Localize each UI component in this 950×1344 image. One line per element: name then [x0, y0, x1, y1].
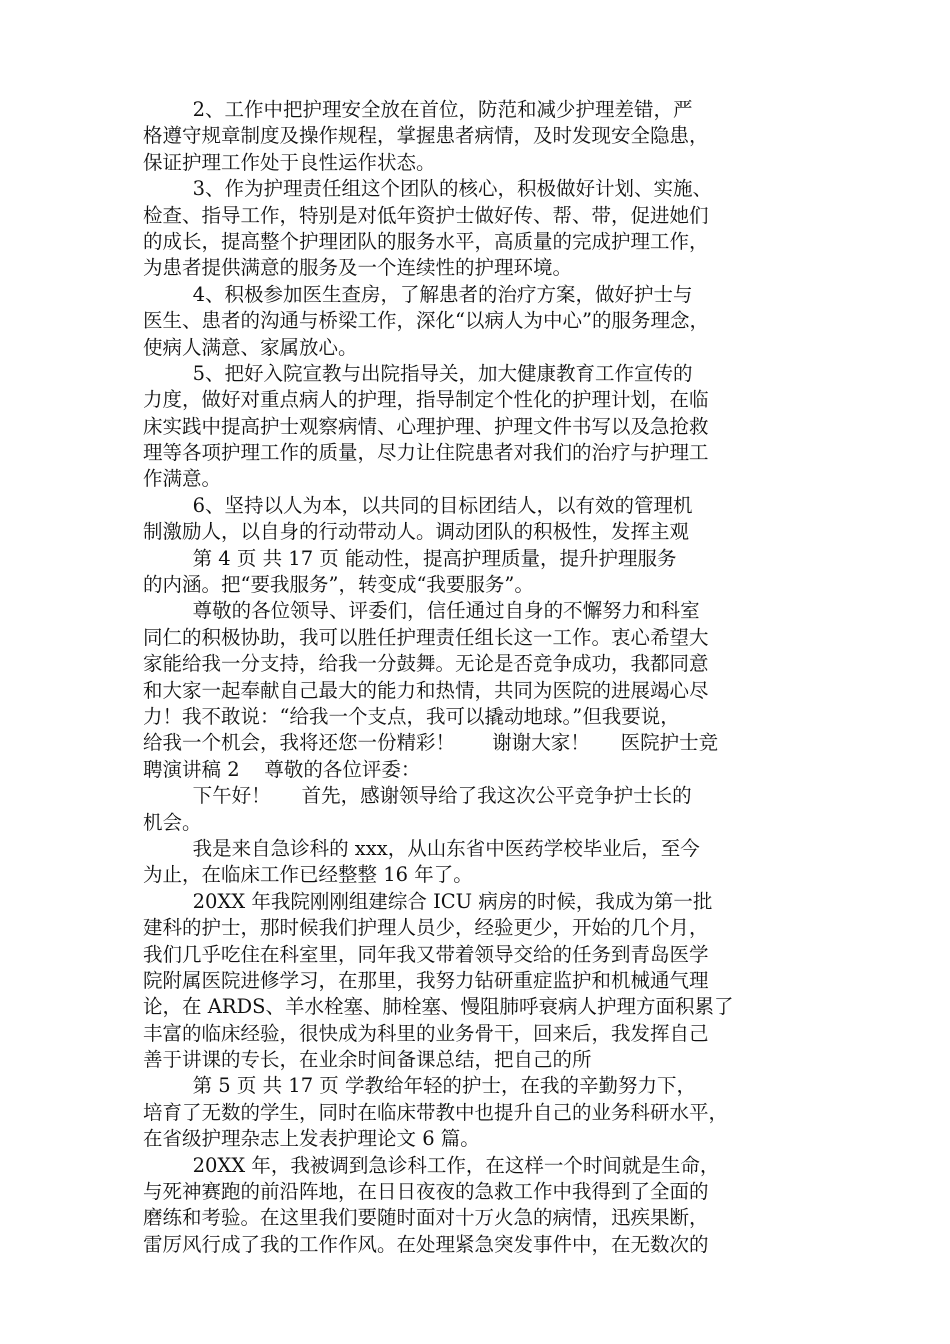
text-line: 下午好！ 首先，感谢领导给了我这次公平竞争护士长的: [143, 784, 692, 808]
text-line: 力！我不敢说：“给我一个支点，我可以撬动地球。”但我要说，: [143, 704, 680, 728]
text-line: 磨练和考验。在这里我们要随时面对十万火急的病情，迅疾果断，: [143, 1206, 709, 1230]
text-line: 的内涵。把“要我服务”，转变成“我要服务”。: [143, 573, 534, 597]
text-line: 为患者提供满意的服务及一个连续性的护理环境。: [143, 256, 573, 280]
text-line: 为止，在临床工作已经整整 16 年了。: [143, 863, 473, 887]
text-line: 我是来自急诊科的 xxx，从山东省中医药学校毕业后，至今: [143, 836, 700, 860]
text-line: 同仁的积极协助，我可以胜任护理责任组长这一工作。衷心希望大: [143, 625, 709, 649]
text-line: 5、把好入院宣教与出院指导关，加大健康教育工作宣传的: [143, 361, 693, 385]
text-line: 我们几乎吃住在科室里，同年我又带着领导交给的任务到青岛医学: [143, 942, 709, 966]
text-line: 检查、指导工作，特别是对低年资护士做好传、帮、带，促进她们: [143, 203, 709, 227]
text-line: 3、作为护理责任组这个团队的核心，积极做好计划、实施、: [143, 177, 712, 201]
text-line: 2、工作中把护理安全放在首位，防范和减少护理差错，严: [143, 98, 693, 121]
text-line: 4、积极参加医生查房，了解患者的治疗方案，做好护士与: [143, 282, 693, 306]
text-line: 床实践中提高护士观察病情、心理护理、护理文件书写以及急抢救: [143, 414, 709, 438]
text-line: 第 4 页 共 17 页 能动性，提高护理质量，提升护理服务: [143, 546, 677, 570]
text-line: 力度，做好对重点病人的护理，指导制定个性化的护理计划，在临: [143, 388, 709, 412]
text-line: 院附属医院进修学习，在那里，我努力钻研重症监护和机械通气理: [143, 968, 709, 992]
text-line: 机会。: [143, 810, 202, 834]
text-line: 和大家一起奉献自己最大的能力和热情，共同为医院的进展竭心尽: [143, 678, 709, 702]
text-line: 使病人满意、家属放心。: [143, 335, 358, 359]
text-line: 丰富的临床经验，很快成为科里的业务骨干，回来后，我发挥自己: [143, 1021, 709, 1045]
text-line: 尊敬的各位领导、评委们，信任通过自身的不懈努力和科室: [143, 599, 700, 623]
text-line: 建科的护士，那时候我们护理人员少，经验更少，开始的几个月，: [143, 916, 709, 940]
text-line: 保证护理工作处于良性运作状态。: [143, 150, 436, 174]
text-line: 与死神赛跑的前沿阵地，在日日夜夜的急救工作中我得到了全面的: [143, 1180, 709, 1204]
text-line: 第 5 页 共 17 页 学教给年轻的护士，在我的辛勤努力下，: [143, 1074, 696, 1098]
text-line: 家能给我一分支持，给我一分鼓舞。无论是否竞争成功，我都同意: [143, 652, 709, 676]
text-line: 20XX 年，我被调到急诊科工作，在这样一个时间就是生命，: [143, 1153, 720, 1177]
document-body: [143, 97, 810, 1258]
text-line: 医生、患者的沟通与桥梁工作，深化“以病人为中心”的服务理念，: [143, 309, 709, 333]
text-line: 作满意。: [143, 467, 222, 491]
text-line: 雷厉风行成了我的工作作风。在处理紧急突发事件中，在无数次的: [143, 1232, 709, 1256]
text-line: 制激励人，以自身的行动带动人。调动团队的积极性，发挥主观: [143, 520, 690, 544]
text-line: 善于讲课的专长，在业余时间备课总结，把自己的所: [143, 1048, 592, 1072]
text-line: 格遵守规章制度及操作规程，掌握患者病情，及时发现安全隐患，: [143, 124, 709, 148]
text-line: 在省级护理杂志上发表护理论文 6 篇。: [143, 1127, 480, 1151]
text-line: 理等各项护理工作的质量，尽力让住院患者对我们的治疗与护理工: [143, 441, 709, 465]
text-line: 聘演讲稿 2 尊敬的各位评委：: [143, 757, 421, 781]
text-line: 培育了无数的学生，同时在临床带教中也提升自己的业务科研水平，: [143, 1100, 729, 1124]
text-line: 给我一个机会，我将还您一份精彩！ 谢谢大家！ 医院护士竞: [143, 731, 719, 755]
text-line: 论，在 ARDS、羊水栓塞、肺栓塞、慢阻肺呼衰病人护理方面积累了: [143, 995, 734, 1019]
text-line: 的成长，提高整个护理团队的服务水平，高质量的完成护理工作，: [143, 229, 709, 253]
text-line: 20XX 年我院刚刚组建综合 ICU 病房的时候，我成为第一批: [143, 889, 713, 913]
text-line: 6、坚持以人为本，以共同的目标团结人，以有效的管理机: [143, 493, 693, 517]
